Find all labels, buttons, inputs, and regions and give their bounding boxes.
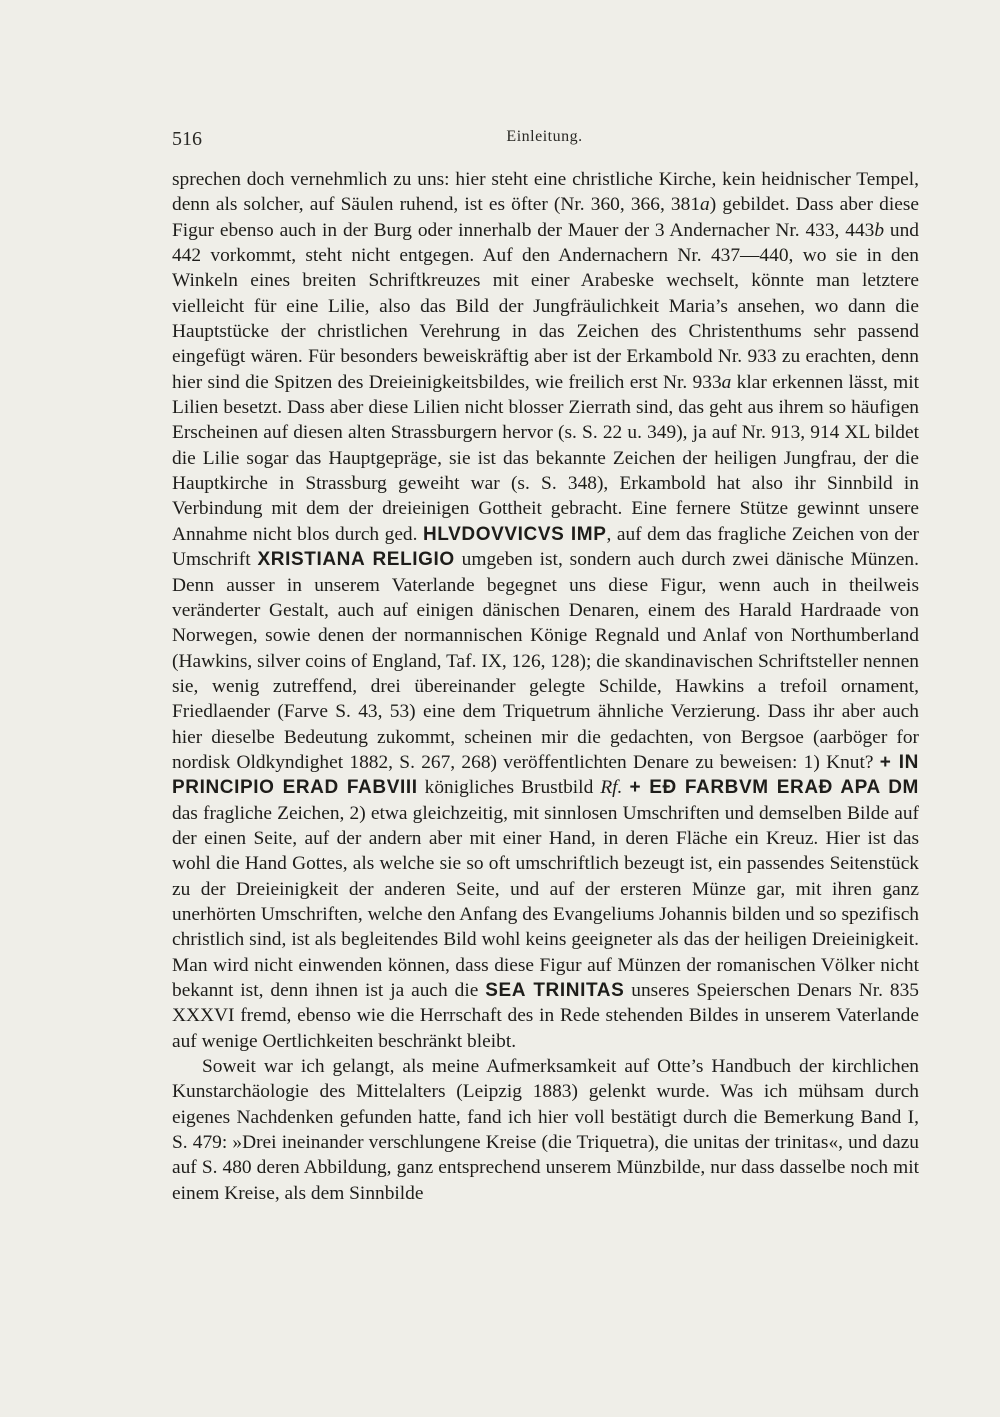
coin-legend: + EÐ FARBVM ERAÐ APA DM bbox=[629, 777, 919, 799]
text-run: königliches Brustbild bbox=[417, 777, 601, 799]
italic-text: Rf. bbox=[600, 777, 623, 799]
text-run: Soweit war ich gelangt, als meine Aufmerksamkeit auf Otte’s Handbuch der kirchlichen Kunstarchäologie des Mittelalters (Leipzig 1883) gelenkt wurde. Was ich mühsam durch eigenes Nachdenken gefunden hatte, fand ich hier voll bestätigt durch die Bemerkung Band I, S. 479: »Drei ineinander verschlungene Kreise (die Triquetra), die unitas der trinitas«, und dazu auf S. 480 deren Abbildung, ganz entsprechend unserem Münzbilde, nur dass dasselbe noch mit einem Kreise, als dem Sinnbilde bbox=[172, 1056, 919, 1204]
page-number: 516 bbox=[172, 128, 202, 150]
text-run: , auf dem das fragliche Zeichen von der Umschrift bbox=[172, 523, 920, 571]
running-head: Einleitung. bbox=[506, 128, 583, 145]
text-run: klar erkennen lässt, mit Lilien besetzt. Dass aber diese Lilien nicht blosser Zierrath sind, das geht aus ihrem so häufigen Erscheinen auf diesen alten Strassburgern hervor (s. S. 22 u. 349), ja auf Nr. 913, 914 XL bildet die Lilie sogar das Hauptgepräge, sie ist das bekannte Zeichen der heiligen Jungfrau, der die Hauptkirche in Strassburg geweiht war (s. S. 348), Erkambold hat also ihr Sinnbild in Verbindung mit dem der dreieinigen Gottheit gebracht. Eine fernere Stütze gewinnt unsere Annahme nicht blos durch ged. bbox=[172, 371, 919, 545]
text-run: und 442 vorkommt, steht nicht entgegen. Auf den Andernachern Nr. 437—440, wo sie in den Winkeln eines breiten Schriftkreuzes mit einer Arabeske wechselt, könnte man letztere vielleicht für eine Lilie, also das Bild der Jungfräulichkeit Maria’s ansehen, wo dann die Hauptstücke der christlichen Verehrung in das Zeichen des Christenthums sehr passend eingefügt wären. Für besonders beweiskräftig aber ist der Erkambold Nr. 933 zu erachten, denn hier sind die Spitzen des Dreieinigkeitsbildes, wie freilich erst Nr. 933 bbox=[172, 219, 919, 393]
page-header bbox=[172, 128, 917, 152]
text-run: umgeben ist, sondern auch durch zwei dänische Münzen. Denn ausser in unserem Vaterlande begegnet uns diese Figur, wenn auch in theilweis veränderter Gestalt, auch auf einigen dänischen Denaren, einem des Harald Hardraade von Norwegen, sowie denen der normannischen Könige Regnald und Anlaf von Northumberland (Hawkins, silver coins of England, Taf. IX, 126, 128); die skandinavischen Schriftsteller nennen sie, wenig zutreffend, drei übereinander gelegte Schilde, Hawkins a trefoil ornament, Friedlaender (Farve S. 43, 53) eine dem Triquetrum ähnliche Verzierung. Dass ihr aber auch hier dieselbe Bedeutung zukommt, scheinen mir die gedachten, von Bergsoe (aarböger for nordisk Oldkyndighet 1882, S. 267, 268) veröffentlichten Denare zu beweisen: 1) Knut? bbox=[172, 549, 919, 773]
coin-legend: XRISTIANA RELIGIO bbox=[257, 549, 455, 571]
coin-legend: + IN PRINCIPIO ERAD FABVIII bbox=[172, 751, 919, 799]
text-run: ) gebildet. Dass aber diese Figur ebenso auch in der Burg oder innerhalb der Mauer der 3 Andernacher Nr. 433, 443 bbox=[172, 194, 919, 241]
body-text bbox=[172, 167, 919, 1206]
italic-text: a bbox=[700, 194, 710, 216]
text-run: sprechen doch vernehmlich zu uns: hier steht eine christliche Kirche, kein heidnischer Tempel, denn als solcher, auf Säulen ruhend, ist es öfter (Nr. 360, 366, 381 bbox=[172, 169, 919, 216]
text-run: das fragliche Zeichen, 2) etwa gleichzeitig, mit sinnlosen Umschriften und demselben Bilde auf der einen Seite, auf der andern aber mit einer Hand, in deren Fläche ein Kreuz. Hier ist das wohl die Hand Gottes, als welche sie so oft umschriftlich bezeugt ist, ein passendes Seitenstück zu der Dreieinigkeit der anderen Seite, und auf der ersteren Münze gar, mit ihren ganz unerhörten Umschriften, welche den Anfang des Evangeliums Johannis bilden und so spezifisch christlich sind, ist als begleitendes Bild wohl keins geeigneter als das der heiligen Dreieinigkeit. Man wird nicht einwenden können, dass diese Figur auf Münzen der romanischen Völker nicht bekannt ist, denn ihnen ist ja auch die bbox=[172, 802, 919, 1001]
italic-text: a bbox=[721, 371, 732, 393]
coin-legend: SEA TRINITAS bbox=[485, 980, 625, 1001]
italic-text: b bbox=[874, 219, 885, 241]
paragraph bbox=[172, 1054, 919, 1206]
coin-legend: HLVDOVVICVS IMP bbox=[422, 523, 607, 545]
paragraph bbox=[172, 167, 919, 1054]
text-run: unseres Speierschen Denars Nr. 835 XXXVI fremd, ebenso wie die Herrschaft des in Rede stehenden Bildes in unserem Vaterlande auf wenige Oertlichkeiten beschränkt bleibt. bbox=[172, 980, 919, 1052]
